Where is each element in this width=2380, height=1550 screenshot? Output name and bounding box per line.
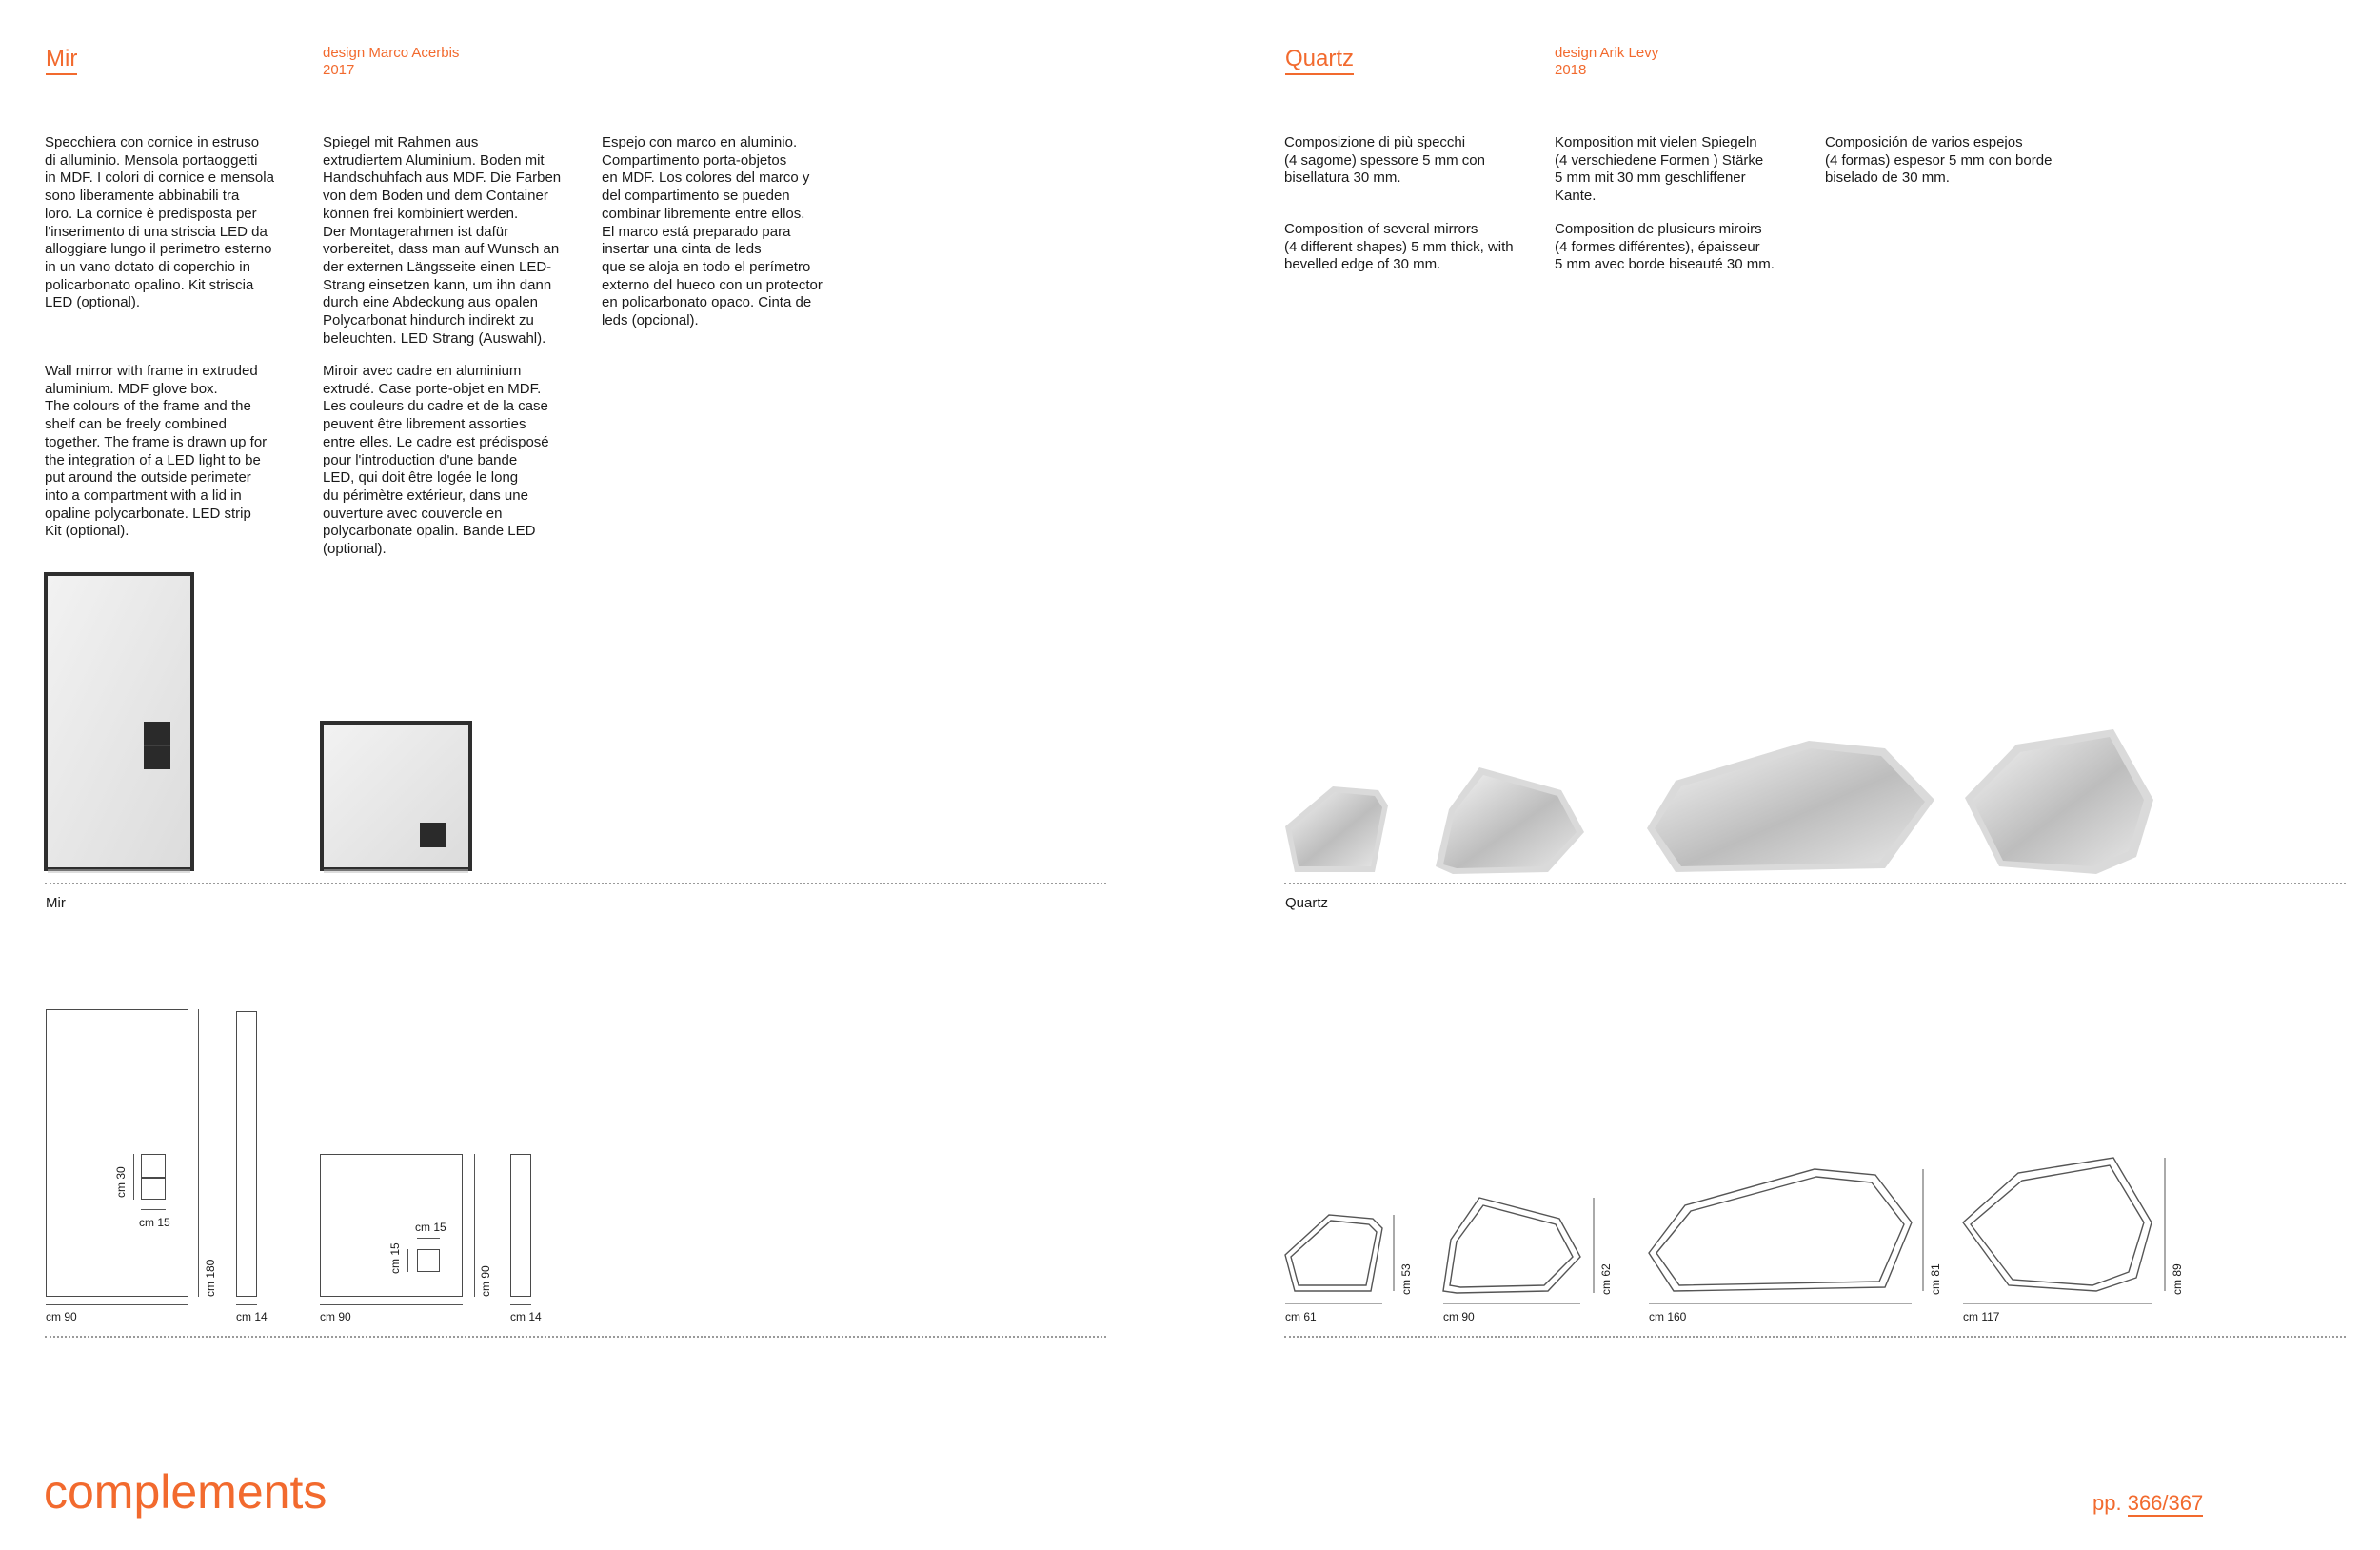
mir-small-d-line: [510, 1304, 531, 1305]
mir-small-box-h-label: cm 15: [388, 1242, 402, 1274]
quartz-title: Quartz: [1285, 46, 1354, 75]
mir-large-h-line: [198, 1009, 199, 1297]
mir-large-box-w-label: cm 15: [139, 1216, 170, 1229]
mir-title: Mir: [46, 46, 77, 75]
mir-drawings-divider: [45, 1336, 1106, 1338]
quartz-s2-w-label: cm 90: [1443, 1310, 1475, 1323]
mir-small-w-line: [320, 1304, 463, 1305]
mir-large-box-h-line: [133, 1154, 134, 1200]
mir-small-h-line: [474, 1154, 475, 1297]
mir-product-image: [38, 566, 495, 881]
quartz-text-fr: Composition de plusieurs miroirs (4 formes différentes), épaisseur 5 mm avec borde biseauté 30 mm.: [1555, 221, 1775, 273]
mir-large-box-w-line: [141, 1209, 166, 1210]
section-title: complements: [44, 1465, 327, 1519]
quartz-text-de: Komposition mit vielen Spiegeln (4 verschiedene Formen ) Stärke 5 mm mit 30 mm geschliffener Kante.: [1555, 134, 1764, 205]
mir-large-w-label: cm 90: [46, 1310, 77, 1323]
quartz-caption: Quartz: [1285, 895, 1329, 911]
mir-credit: design Marco Acerbis 2017: [323, 45, 460, 78]
mir-small-side-drawing: [510, 1154, 531, 1297]
mir-large-drawing: [46, 1009, 188, 1297]
quartz-s4-w-label: cm 117: [1963, 1310, 2000, 1323]
mir-small-box-drawing: [417, 1249, 440, 1272]
quartz-product-image: [1276, 724, 2171, 885]
mir-small-box-w-label: cm 15: [415, 1221, 446, 1234]
mir-large-w-line: [46, 1304, 188, 1305]
mir-large-d-label: cm 14: [236, 1310, 268, 1323]
quartz-s3-h-label: cm 81: [1929, 1263, 1942, 1295]
mir-large-h-label: cm 180: [204, 1259, 217, 1297]
page-numbers-value: 366/367: [2127, 1491, 2204, 1515]
mir-text-en: Wall mirror with frame in extruded aluminium. MDF glove box. The colours of the frame and the shelf can be freely combined together. The frame is drawn up for the integration of a LED light to be put around the outside perimeter into a compartment with a lid in opaline polycarbonate. LED strip Kit (optional).: [45, 363, 268, 540]
mir-large-box-h-label: cm 30: [114, 1166, 128, 1198]
quartz-s4-h-label: cm 89: [2171, 1263, 2184, 1295]
quartz-text-en: Composition of several mirrors (4 different shapes) 5 mm thick, with bevelled edge of 30 mm.: [1284, 221, 1514, 273]
quartz-credit: design Arik Levy 2018: [1555, 45, 1659, 78]
mir-caption: Mir: [46, 895, 66, 911]
quartz-divider: [1284, 883, 2346, 884]
mir-small-d-label: cm 14: [510, 1310, 542, 1323]
quartz-s3-w-label: cm 160: [1649, 1310, 1687, 1323]
quartz-s2-h-label: cm 62: [1599, 1263, 1613, 1295]
mir-large-side-drawing: [236, 1011, 257, 1297]
mir-small-box-w-line: [417, 1238, 440, 1239]
mir-text-fr: Miroir avec cadre en aluminium extrudé. Case porte-objet en MDF. Les couleurs du cadre et de la case peuvent être librement assorties entre elles. Le cadre est prédisposé pour l'introduction d'une bande LED, qui doit être logée le long du périmètre extérieur, dans une ouverture avec couvercle en polycarbonate opalin. Bande LED (optional).: [323, 363, 549, 558]
quartz-s1-w-label: cm 61: [1285, 1310, 1317, 1323]
page-numbers: [2092, 1491, 2203, 1516]
mir-small-h-label: cm 90: [479, 1265, 492, 1297]
mir-divider: [45, 883, 1106, 884]
quartz-s1-h-label: cm 53: [1399, 1263, 1413, 1295]
quartz-text-es: Composición de varios espejos (4 formas) espesor 5 mm con borde biselado de 30 mm.: [1825, 134, 2053, 187]
mir-text-it: Specchiera con cornice in estruso di alluminio. Mensola portaoggetti in MDF. I colori di cornice e mensola sono liberamente abbinabili tra loro. La cornice è predisposta per l'inserimento di una striscia LED da alloggiare lungo il perimetro esterno in un vano dotato di coperchio in policarbonato opalino. Kit striscia LED (optional).: [45, 134, 274, 311]
quartz-text-it: Composizione di più specchi (4 sagome) spessore 5 mm con bisellatura 30 mm.: [1284, 134, 1485, 187]
mir-large-box-divider: [142, 1177, 165, 1179]
mir-text-de: Spiegel mit Rahmen aus extrudiertem Aluminium. Boden mit Handschuhfach aus MDF. Die Farben von dem Boden und dem Container können frei kombiniert werden. Der Montagerahmen ist dafür vorbereitet, dass man auf Wunsch an der externen Längsseite einen LED- Strang einsetzen kann, um ihn dann durch eine Abdeckung aus opalen Polycarbonat hindurch indirekt zu beleuchten. LED Strang (Auswahl).: [323, 134, 562, 347]
mir-large-d-line: [236, 1304, 257, 1305]
quartz-drawings-divider: [1284, 1336, 2346, 1338]
mir-text-es: Espejo con marco en aluminio. Compartimento porta-objetos en MDF. Los colores del marco y del compartimento se pueden combinar libremente entre ellos. El marco está preparado para insertar una cinta de leds que se aloja en todo el perímetro externo del hueco con un protector en policarbonato opaco. Cinta de leds (opcional).: [602, 134, 823, 329]
mir-small-w-label: cm 90: [320, 1310, 351, 1323]
mir-small-box-h-line: [407, 1249, 408, 1272]
page-numbers-prefix: pp.: [2092, 1491, 2128, 1515]
